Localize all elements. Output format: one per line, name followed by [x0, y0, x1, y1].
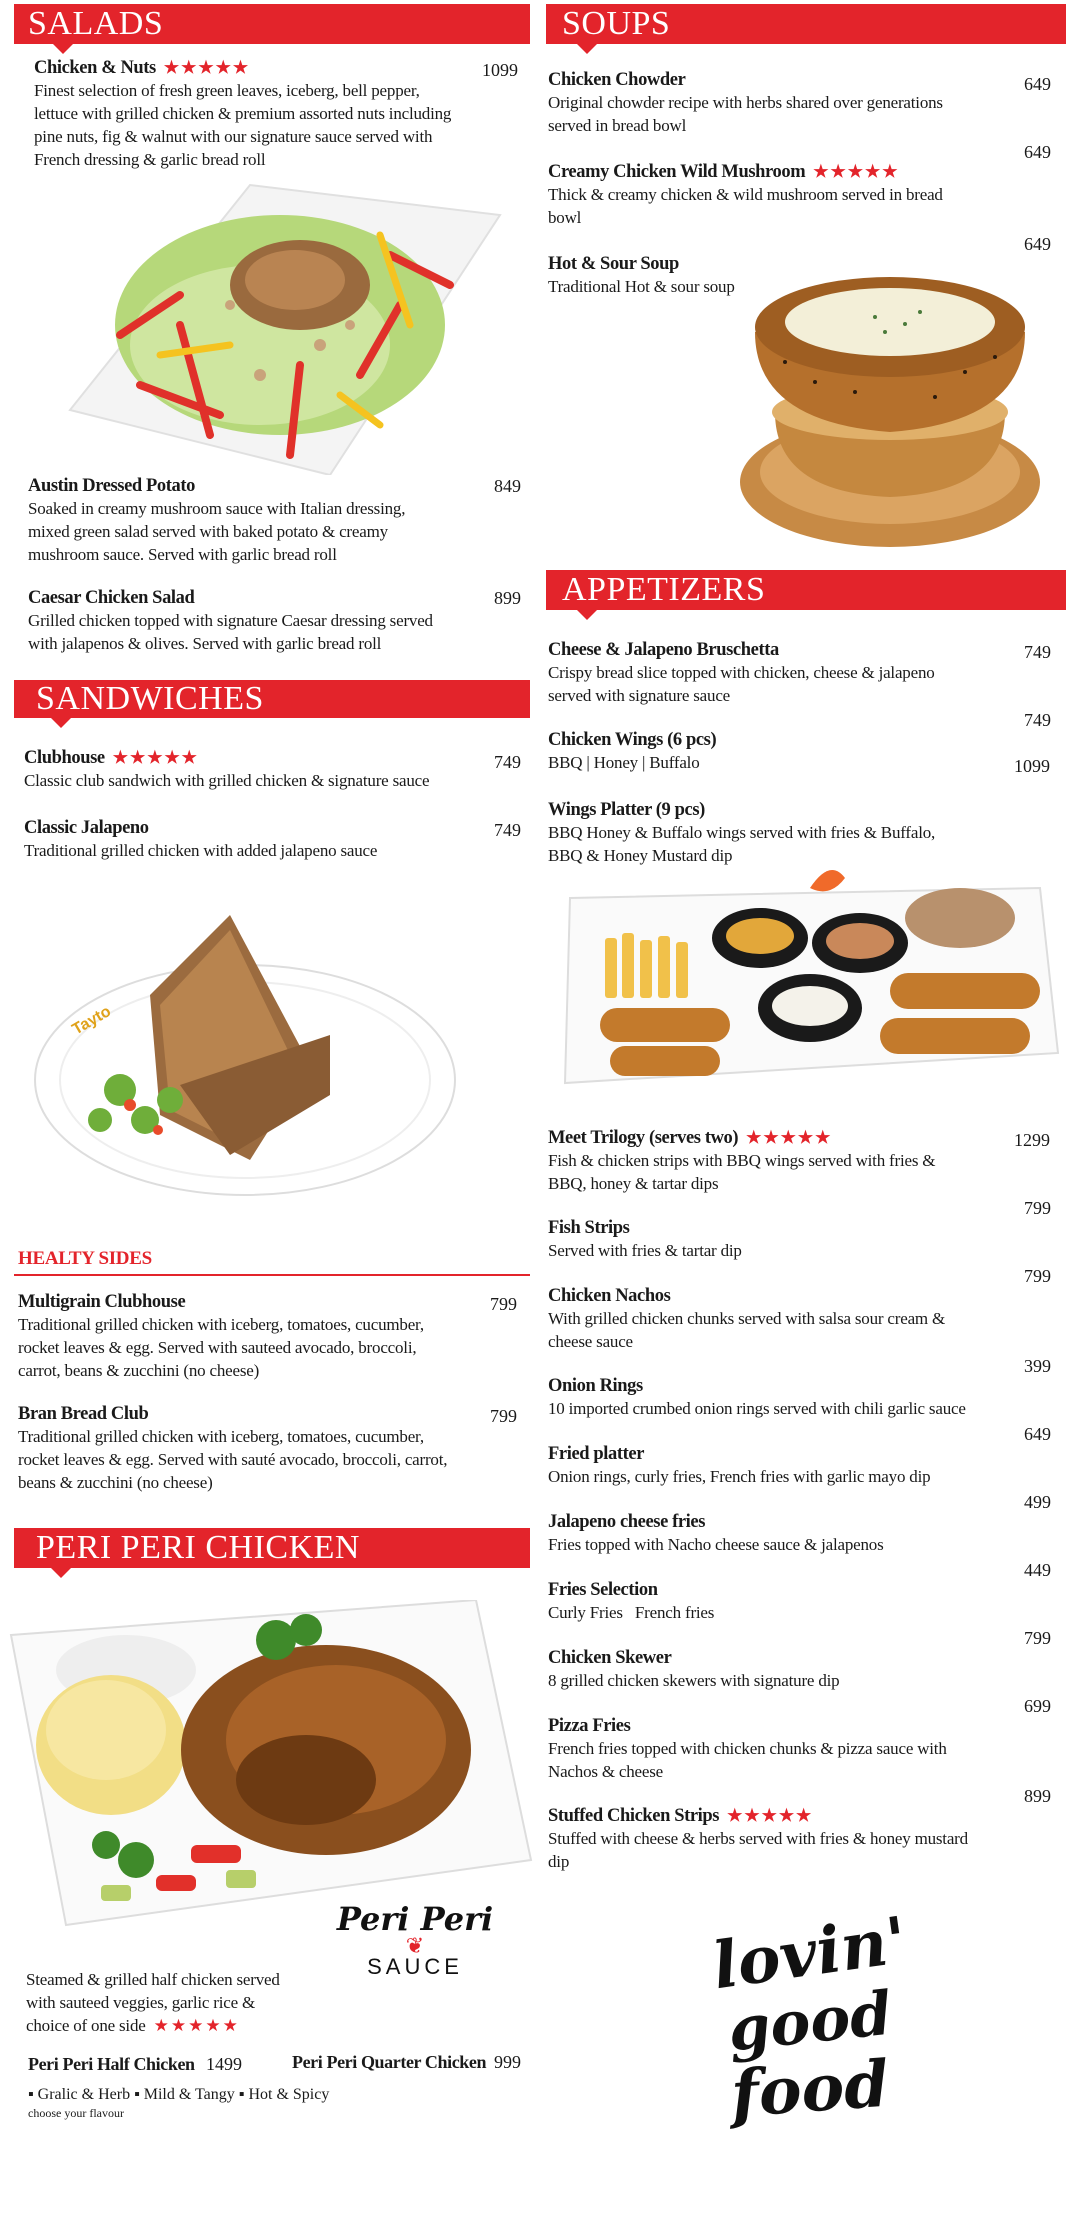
item-desc: BBQ Honey & Buffalo wings served with fries & Buffalo, BBQ & Honey Mustard dip	[548, 823, 936, 865]
item-desc: Original chowder recipe with herbs shared over generations served in bread bowl	[548, 93, 943, 135]
item-price: 1099	[1014, 756, 1050, 776]
bread-bowl-photo	[735, 262, 1045, 552]
item-desc: Thick & creamy chicken & wild mushroom served in bread bowl	[548, 185, 943, 227]
item-name: Clubhouse	[24, 748, 105, 768]
item-desc: Fries topped with Nacho cheese sauce & jalapenos	[548, 1535, 884, 1554]
item-price: 749	[494, 752, 521, 772]
item-name: Chicken & Nuts	[34, 58, 156, 78]
item-desc: Traditional grilled chicken with iceberg, tomatoes, cucumber, rocket leaves & egg. Served with sauteed avocado, broccoli, carrot, beans & zucchini (no cheese)	[18, 1315, 424, 1380]
item-price: 899	[1024, 1786, 1051, 1806]
healthy-sides-title: HEALTY SIDES	[18, 1248, 152, 1269]
peri-flavours: ▪ Gralic & Herb ▪ Mild & Tangy ▪ Hot & Spicy	[28, 2086, 330, 2103]
peri-peri-banner	[14, 1528, 530, 1568]
item-price: 449	[1024, 1560, 1051, 1580]
sandwich-photo	[30, 915, 460, 1205]
peri-half-name: Peri Peri Half Chicken	[28, 2054, 195, 2074]
appetizers-banner	[546, 570, 1066, 610]
menu-item	[548, 1286, 968, 1353]
peri-peri-desc	[26, 1968, 296, 2037]
menu-item	[548, 1218, 968, 1262]
sandwiches-title: SANDWICHES	[36, 680, 264, 717]
item-name: Classic Jalapeno	[24, 818, 149, 838]
item-desc: Traditional grilled chicken with iceberg, tomatoes, cucumber, rocket leaves & egg. Served with sauté avocado, broccoli, carrot, beans & zucchini (no cheese)	[18, 1427, 448, 1492]
item-price: 399	[1024, 1356, 1051, 1376]
plate-logo: Tayto	[69, 1002, 114, 1039]
menu-item	[548, 1580, 1008, 1624]
item-name: Chicken Wings (6 pcs)	[548, 730, 717, 750]
item-name: Wings Platter (9 pcs)	[548, 800, 705, 820]
rating-stars: ★★★★★	[153, 2016, 240, 2035]
rating-stars: ★★★★★	[746, 1128, 833, 1147]
item-name: Fried platter	[548, 1444, 644, 1464]
menu-item	[548, 1128, 968, 1195]
item-name: Onion Rings	[548, 1376, 643, 1396]
wings-platter-photo	[560, 858, 1060, 1098]
tagline-line1: lovin'	[708, 1902, 912, 2005]
item-price: 799	[490, 1294, 517, 1314]
item-desc: BBQ | Honey | Buffalo	[548, 753, 700, 772]
item-desc: Stuffed with cheese & herbs served with fries & honey mustard dip	[548, 1829, 968, 1871]
item-desc: Served with fries & tartar dip	[548, 1241, 742, 1260]
item-name: Caesar Chicken Salad	[28, 588, 195, 608]
item-price: 799	[1024, 1628, 1051, 1648]
item-name: Austin Dressed Potato	[28, 476, 196, 496]
item-price: 749	[494, 820, 521, 840]
item-name: Fries Selection	[548, 1580, 658, 1600]
item-price: 649	[1024, 142, 1051, 162]
item-desc: Curly Fries French fries	[548, 1603, 715, 1622]
item-desc: Soaked in creamy mushroom sauce with Italian dressing, mixed green salad served with baked potato & creamy mushroom sauce. Served with garlic bread roll	[28, 499, 406, 564]
item-desc: Fish & chicken strips with BBQ wings served with fries & BBQ, honey & tartar dips	[548, 1151, 936, 1193]
peri-quarter-name: Peri Peri Quarter Chicken	[292, 2052, 487, 2072]
menu-item	[548, 640, 968, 707]
item-price: 649	[1024, 1424, 1051, 1444]
item-name: Bran Bread Club	[18, 1404, 149, 1424]
menu-item	[548, 162, 968, 229]
peri-quarter-price: 999	[494, 2052, 521, 2072]
menu-item	[28, 476, 438, 566]
item-price: 1099	[482, 60, 518, 80]
menu-item	[548, 1512, 1008, 1556]
item-price: 649	[1024, 234, 1051, 254]
peri-peri-sauce-logo	[330, 1900, 500, 1980]
sandwiches-banner	[14, 680, 530, 718]
item-name: Stuffed Chicken Strips	[548, 1806, 720, 1826]
item-name: Pizza Fries	[548, 1716, 631, 1736]
item-desc: Finest selection of fresh green leaves, iceberg, bell pepper, lettuce with grilled chicken & premium assorted nuts including pine nuts, fig & walnut with our signature sauce served with French dressing & garlic bread roll	[34, 81, 452, 169]
item-name: Chicken Skewer	[548, 1648, 672, 1668]
item-price: 849	[494, 476, 521, 496]
item-desc: 8 grilled chicken skewers with signature dip	[548, 1671, 840, 1690]
item-name: Cheese & Jalapeno Bruschetta	[548, 640, 779, 660]
rating-stars: ★★★★★	[727, 1806, 814, 1825]
item-desc: With grilled chicken chunks served with salsa sour cream & cheese sauce	[548, 1309, 946, 1351]
menu-item	[24, 818, 454, 862]
tagline-logo	[700, 1902, 920, 2133]
tagline-line2: good	[724, 1978, 896, 2066]
menu-item	[548, 1648, 1008, 1692]
peri-half-price: 1499	[206, 2054, 242, 2074]
item-price: 649	[1024, 74, 1051, 94]
salads-banner	[14, 4, 530, 44]
rating-stars: ★★★★★	[813, 162, 900, 181]
peri-peri-photo	[6, 1600, 536, 1930]
soups-title: SOUPS	[562, 5, 671, 42]
peri-peri-title: PERI PERI CHICKEN	[36, 1529, 360, 1566]
item-price: 749	[1024, 642, 1051, 662]
item-price: 899	[494, 588, 521, 608]
salad-photo	[60, 175, 505, 475]
menu-item	[24, 748, 454, 792]
item-desc: Crispy bread slice topped with chicken, cheese & jalapeno served with signature sauce	[548, 663, 935, 705]
menu-item	[548, 70, 968, 137]
rating-stars: ★★★★★	[112, 748, 199, 767]
peri-desc-text: Steamed & grilled half chicken served with sauteed veggies, garlic rice & choice of one side	[26, 1970, 280, 2035]
item-name: Chicken Nachos	[548, 1286, 671, 1306]
menu-item	[548, 730, 948, 774]
menu-item	[18, 1292, 438, 1382]
sauce-logo-script: Peri Peri	[336, 1900, 494, 1938]
item-price: 799	[1024, 1266, 1051, 1286]
item-price: 799	[1024, 1198, 1051, 1218]
item-desc: French fries topped with chicken chunks & pizza sauce with Nachos & cheese	[548, 1739, 947, 1781]
rating-stars: ★★★★★	[163, 58, 251, 77]
item-desc: Traditional grilled chicken with added jalapeno sauce	[24, 841, 378, 860]
item-desc: Classic club sandwich with grilled chicken & signature sauce	[24, 771, 430, 790]
menu-item	[28, 588, 458, 655]
menu-item	[548, 1806, 988, 1873]
menu-item	[548, 1716, 968, 1783]
item-name: Jalapeno cheese fries	[548, 1512, 706, 1532]
salads-title: SALADS	[28, 5, 164, 42]
item-price: 499	[1024, 1492, 1051, 1512]
menu-item	[548, 1444, 1008, 1488]
item-desc: Traditional Hot & sour soup	[548, 277, 735, 296]
menu-item	[548, 1376, 1008, 1420]
item-desc: Onion rings, curly fries, French fries with garlic mayo dip	[548, 1467, 931, 1486]
item-name: Creamy Chicken Wild Mushroom	[548, 162, 806, 182]
soups-banner	[546, 4, 1066, 44]
item-price: 1299	[1014, 1130, 1050, 1150]
item-name: Chicken Chowder	[548, 70, 686, 90]
menu-item	[34, 58, 454, 171]
item-desc: Grilled chicken topped with signature Caesar dressing served with jalapenos & olives. Served with garlic bread roll	[28, 611, 433, 653]
item-name: Hot & Sour Soup	[548, 254, 679, 274]
tagline-line3: food	[728, 2046, 892, 2133]
menu-item	[18, 1404, 448, 1494]
menu-item	[548, 800, 968, 867]
item-price: 749	[1024, 710, 1051, 730]
item-name: Fish Strips	[548, 1218, 630, 1238]
chili-icon: ❦	[405, 1933, 425, 1958]
item-price: 799	[490, 1406, 517, 1426]
appetizers-title: APPETIZERS	[562, 571, 766, 608]
item-price: 699	[1024, 1696, 1051, 1716]
item-name: Multigrain Clubhouse	[18, 1292, 186, 1312]
peri-flavour-note: choose your flavour	[28, 2106, 124, 2120]
sauce-logo-word: SAUCE	[367, 1954, 463, 1979]
item-desc: 10 imported crumbed onion rings served with chili garlic sauce	[548, 1399, 966, 1418]
divider	[14, 1274, 530, 1276]
item-name: Meet Trilogy (serves two)	[548, 1128, 739, 1148]
